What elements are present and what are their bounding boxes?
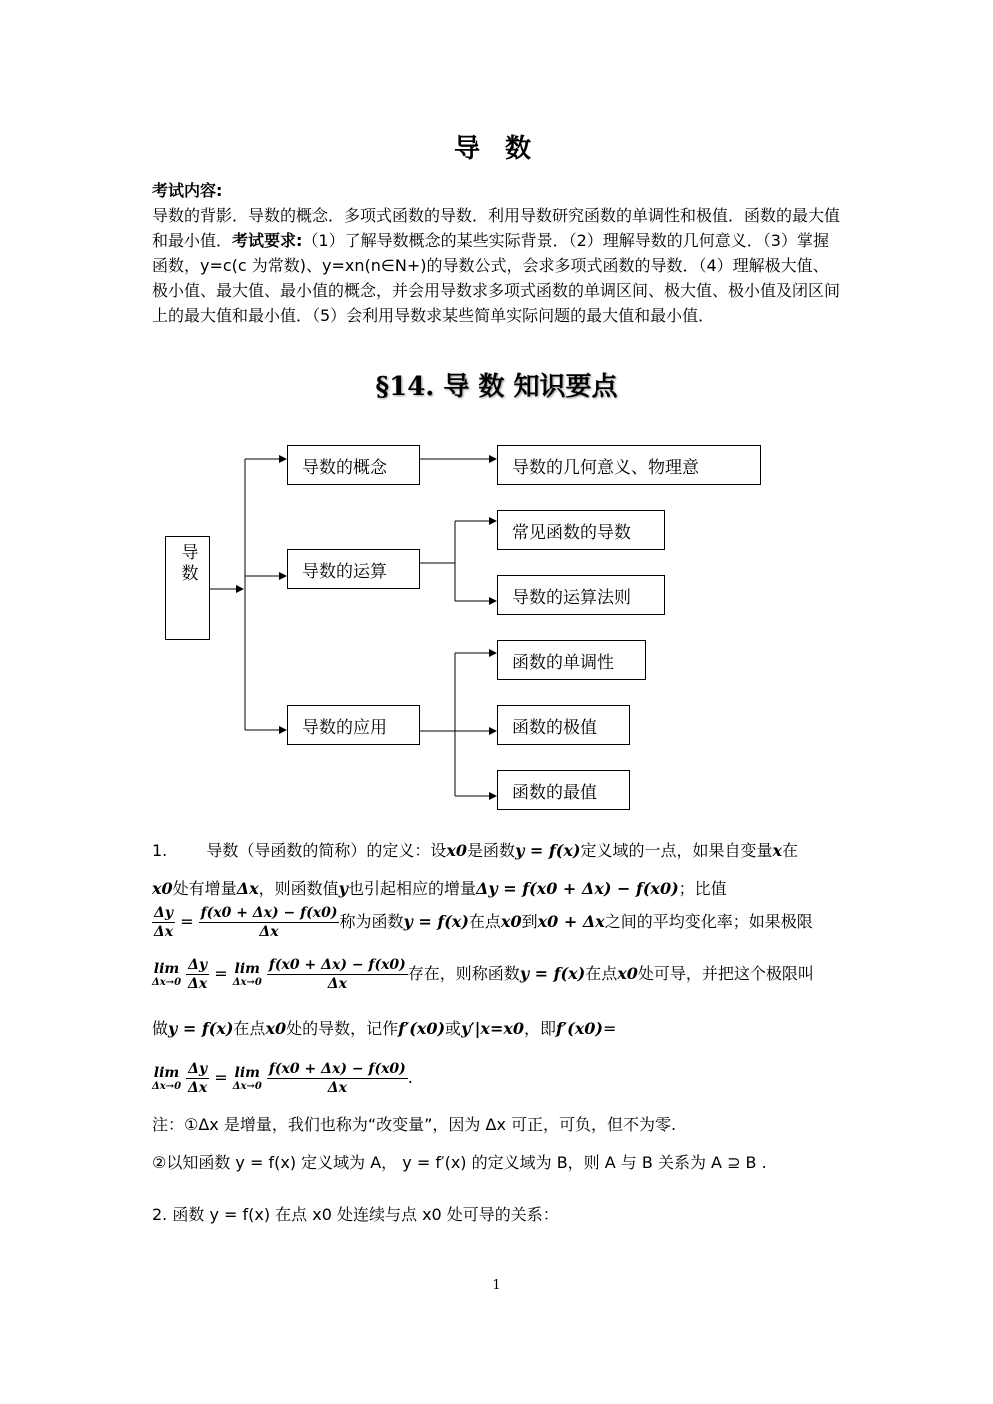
apply-box: 导数的应用 <box>287 705 420 745</box>
denominator: Δx <box>327 976 347 992</box>
math: y = f(x) <box>403 912 469 931</box>
text: = <box>602 1019 617 1038</box>
apply-child-box: 函数的最值 <box>497 770 630 810</box>
math: x0 <box>617 964 638 983</box>
concept-box: 导数的概念 <box>287 445 420 485</box>
math: x0 <box>152 879 173 898</box>
section-title: §14. 导 数 知识要点 <box>375 372 618 402</box>
limit <box>152 961 181 988</box>
exam-req-label: 考试要求: <box>232 231 303 250</box>
math: y = f(x) <box>519 964 586 983</box>
lim-sub: Δx→0 <box>152 977 182 988</box>
fraction <box>186 1060 209 1097</box>
concept-child-box: 导数的几何意义、物理意 <box>497 445 761 485</box>
note-line1: 注：①Δx 是增量，我们也称为“改变量”，因为 Δx 可正，可负，但不为零. <box>152 1115 677 1134</box>
denominator: Δx <box>153 924 174 940</box>
math: x <box>772 841 783 860</box>
text: ，即 <box>524 1019 557 1038</box>
math: y = f(x) <box>168 1019 234 1038</box>
limit <box>233 961 262 988</box>
text: 是函数 <box>467 841 516 860</box>
item-number: 1. <box>152 841 168 860</box>
denominator: Δx <box>259 924 279 940</box>
text: 存在，则称函数 <box>407 964 520 983</box>
math: f′(x0) <box>556 1019 603 1038</box>
text: ；比值 <box>678 879 727 898</box>
math: x0 + Δx <box>537 912 605 931</box>
ops-child-box: 导数的运算法则 <box>497 575 665 615</box>
item1-line2 <box>152 876 852 899</box>
fraction <box>199 904 340 941</box>
lim: lim <box>234 1065 260 1081</box>
math: y′|x=x0 <box>461 1019 525 1038</box>
fraction <box>186 956 209 993</box>
numerator: f(x0 + Δx) − f(x0) <box>268 957 406 973</box>
text: 也引起相应的增量 <box>347 879 476 898</box>
lim: lim <box>153 961 180 977</box>
diagram-root-box: 导数 <box>165 536 210 640</box>
text: ，则函数值 <box>258 879 339 898</box>
text: 之间的平均变化率；如果极限 <box>604 912 813 931</box>
text: 在点 <box>585 964 618 983</box>
lim: lim <box>153 1065 180 1081</box>
item2: 2. 函数 y = f(x) 在点 x0 处连续与点 x0 处可导的关系： <box>152 1205 559 1224</box>
math: y = f(x) <box>515 841 581 860</box>
text: 做 <box>152 1019 169 1038</box>
apply-child-box: 函数的单调性 <box>497 640 646 680</box>
denominator: Δx <box>188 976 208 992</box>
page-title: 导 数 <box>453 134 540 164</box>
numerator: Δy <box>154 905 173 921</box>
math: x0 <box>265 1019 287 1038</box>
fraction <box>152 904 175 941</box>
text: 或 <box>445 1019 462 1038</box>
math: Δy = f(x0 + Δx) − f(x0) <box>475 879 679 898</box>
lim-sub: Δx→0 <box>152 1081 182 1092</box>
math: x0 <box>500 912 522 931</box>
apply-child-box: 函数的极值 <box>497 705 630 745</box>
item1-line1 <box>152 838 852 861</box>
note-line2: ②以知函数 y = f(x) 定义域为 A， y = f′(x) 的定义域为 B，则 A 与 B 关系为 A ⊇ B . <box>152 1153 767 1172</box>
item1-line6: lim Δx→0 $\frac{\Delta y}{\Delta x}$ = lim Δx→0 $\frac{f(x0 + \Delta x) - f(x0)}{\Delta x}$ . <box>152 1061 413 1096</box>
fraction <box>267 1060 408 1097</box>
text: 定义域的一点，如果自变量 <box>580 841 773 860</box>
text: . <box>407 1068 413 1087</box>
exam-content-text: 导数的背影．导数的概念．多项式函数的导数．利用导数研究函数的单调性和极值．函数的最大值和最小值． <box>152 206 841 250</box>
lim-sub: Δx→0 <box>232 977 262 988</box>
math: Δx <box>236 879 259 898</box>
denominator: Δx <box>327 1080 347 1096</box>
exam-req-text: （1）了解导数概念的某些实际背景．（2）理解导数的几何意义．（3）掌握函数，y=c(c 为常数)、y=xn(n∈N+)的导数公式，会求多项式函数的导数．（4）理解极大值、极小值、最大值、最小值的概念，并会用导数求多项式函数的单调区间、极大值、极小值及闭区间上的最大值和最小值．（5）会利用导数求某些简单实际问题的最大值和最小值． <box>152 231 841 325</box>
limit <box>152 1065 181 1092</box>
ops-box: 导数的运算 <box>287 549 420 589</box>
text: 在点 <box>468 912 501 931</box>
numerator: f(x0 + Δx) − f(x0) <box>200 905 338 921</box>
numerator: Δy <box>188 1061 208 1077</box>
math: f′(x0) <box>398 1019 446 1038</box>
lim: lim <box>234 961 260 977</box>
item1-line4: lim Δx→0 $\frac{\Delta y}{\Delta x}$ = lim Δx→0 $\frac{f(x0 + \Delta x) - f(x0)}{\Delta x}$ 存在，则称函数y = f(x)在点x0处可导，并把这个极限叫 <box>152 957 814 992</box>
text: 称为函数 <box>339 912 404 931</box>
text: 处的导数，记作 <box>286 1019 399 1038</box>
item1-line3: $\frac{\Delta y}{\Delta x}$ = $\frac{f(x0 + \Delta x) - f(x0)}{\Delta x}$ 称为函数y = f(x)在点x0到x0 + Δx之间的平均变化率；如果极限 <box>153 905 813 940</box>
denominator: Δx <box>188 1080 208 1096</box>
math: y <box>338 879 348 898</box>
text: 处可导，并把这个极限叫 <box>637 964 814 983</box>
numerator: Δy <box>188 957 208 973</box>
text: 到 <box>521 912 538 931</box>
lim-sub: Δx→0 <box>232 1081 262 1092</box>
fraction <box>267 956 408 993</box>
text: 在 <box>782 841 799 860</box>
text: 在点 <box>233 1019 266 1038</box>
text: 导数（导函数的简称）的定义：设 <box>206 841 447 860</box>
math: x0 <box>446 841 468 860</box>
exam-content-label: 考试内容: <box>152 181 223 200</box>
text: 处有增量 <box>172 879 237 898</box>
page-number: 1 <box>492 1278 501 1293</box>
ops-child-box: 常见函数的导数 <box>497 510 665 550</box>
item1-line5 <box>152 1016 872 1039</box>
limit <box>233 1065 262 1092</box>
numerator: f(x0 + Δx) − f(x0) <box>268 1061 406 1077</box>
